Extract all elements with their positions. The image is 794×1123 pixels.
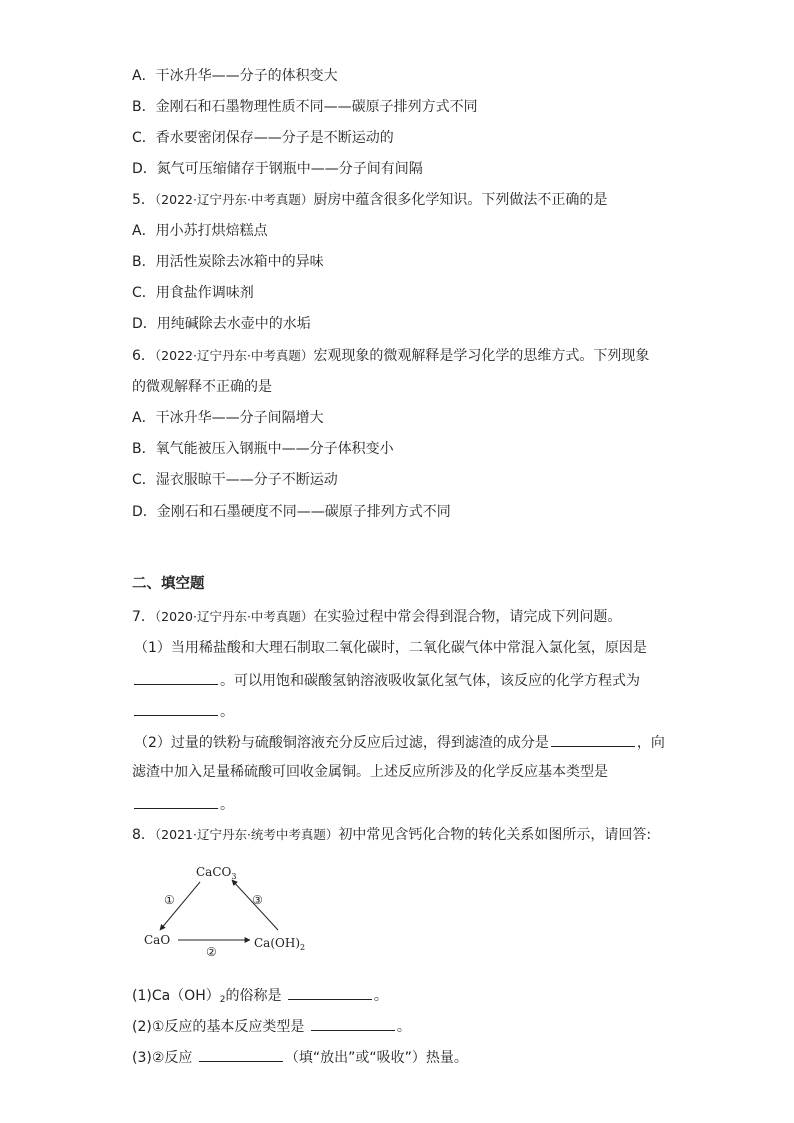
q8-sub3-text: (3)②反应 — [132, 1050, 193, 1066]
node-caco3: CaCO$_3$ — [196, 865, 237, 881]
q6-option-c: C．湿衣服晾干——分子不断运动 — [132, 472, 338, 488]
q-prev-option-d: D．氮气可压缩储存于钢瓶中——分子间有间隔 — [132, 161, 423, 177]
q7-stem — [132, 607, 621, 627]
answer-blank[interactable] — [199, 1046, 283, 1062]
answer-blank[interactable] — [551, 731, 635, 747]
answer-blank[interactable] — [288, 984, 372, 1000]
q7-part1-line3 — [132, 700, 234, 722]
answer-blank[interactable] — [311, 1015, 395, 1031]
q6-text: 宏观现象的微观解释是学习化学的思维方式。下列现象 — [313, 348, 650, 364]
q5-text: 厨房中蕴含很多化学知识。下列做法不正确的是 — [313, 192, 608, 208]
q6-source: （2022·辽宁丹东·中考真题） — [154, 348, 314, 363]
arrow-1-label: ① — [164, 893, 175, 907]
q5-stem — [132, 190, 607, 210]
q8-text: 初中常见含钙化合物的转化关系如图所示，请回答: — [338, 827, 652, 843]
answer-blank[interactable] — [134, 700, 218, 716]
q7-number: 7． — [132, 609, 155, 625]
q7-part2-line2: 滤渣中加入足量稀硫酸可回收金属铜。上述反应所涉及的化学反应基本类型是 — [132, 764, 608, 780]
q8-sub2-end: 。 — [396, 1019, 411, 1035]
section-heading: 二、填空题 — [132, 576, 205, 592]
calcium-conversion-diagram — [138, 860, 308, 960]
q8-sub3-end: （填“放出”或“吸收”）热量。 — [284, 1050, 468, 1066]
q7-part2-line1 — [134, 731, 665, 753]
q7-part1-text: 。可以用饱和碳酸氢钠溶液吸收氯化氢气体，该反应的化学方程式为 — [220, 673, 640, 689]
q8-sub2-text: (2)①反应的基本反应类型是 — [132, 1019, 305, 1035]
q8-source: （2021·辽宁丹东·统考中考真题） — [154, 827, 339, 842]
q8-sub3 — [132, 1046, 468, 1068]
q5-option-a: A．用小苏打烘焙糕点 — [132, 223, 268, 239]
q8-sub2 — [132, 1015, 411, 1037]
q7-part1-line1: （1）当用稀盐酸和大理石制取二氧化碳时，二氧化碳气体中常混入氯化氢，原因是 — [134, 640, 647, 656]
q7-text: 在实验过程中常会得到混合物，请完成下列问题。 — [313, 609, 622, 625]
node-cao: CaO — [144, 933, 171, 947]
answer-blank[interactable] — [134, 669, 218, 685]
q-prev-option-c: C．香水要密闭保存——分子是不断运动的 — [132, 130, 394, 146]
q6-option-d: D．金刚石和石墨硬度不同——碳原子排列方式不同 — [132, 504, 451, 520]
q8-sub1-subscript: 2 — [219, 995, 226, 1005]
q6-number: 6． — [132, 348, 155, 364]
q6-stem — [132, 346, 649, 366]
arrow-2-label: ② — [206, 945, 217, 959]
arrow-3-label: ③ — [252, 893, 263, 907]
q5-option-b: B．用活性炭除去冰箱中的异味 — [132, 254, 324, 270]
q8-stem — [132, 825, 651, 845]
node-caoh2: $Ca(OH)_2$ — [254, 936, 306, 952]
q8-sub1-text: (1)Ca（OH） — [132, 988, 220, 1004]
q8-number: 8． — [132, 827, 155, 843]
q6-option-b: B．氧气能被压入钢瓶中——分子体积变小 — [132, 441, 394, 457]
q8-sub1 — [132, 984, 388, 1010]
q5-number: 5． — [132, 192, 155, 208]
q-prev-option-b: B．金刚石和石墨物理性质不同——碳原子排列方式不同 — [132, 99, 478, 115]
q7-part2-text-b: ，向 — [636, 735, 665, 751]
q-prev-option-a: A．干冰升华——分子的体积变大 — [132, 68, 338, 84]
q6-option-a: A．干冰升华——分子间隔增大 — [132, 410, 324, 426]
q7-part1-line2 — [132, 669, 640, 691]
q6-stem-cont: 的微观解释不正确的是 — [132, 379, 272, 395]
q8-sub1-end: 。 — [373, 988, 388, 1004]
q7-source: （2020·辽宁丹东·中考真题） — [154, 609, 314, 624]
q5-source: （2022·辽宁丹东·中考真题） — [154, 192, 314, 207]
q5-option-d: D．用纯碱除去水壶中的水垢 — [132, 316, 311, 332]
q7-part2-line3 — [132, 793, 234, 815]
q8-sub1-text-b: 的俗称是 — [225, 988, 282, 1004]
answer-blank[interactable] — [134, 793, 218, 809]
q7-part1-end: 。 — [220, 704, 234, 720]
q7-part2-end: 。 — [220, 797, 234, 813]
q7-part2-text: （2）过量的铁粉与硫酸铜溶液充分反应后过滤，得到滤渣的成分是 — [134, 735, 549, 751]
q5-option-c: C．用食盐作调味剂 — [132, 285, 254, 301]
